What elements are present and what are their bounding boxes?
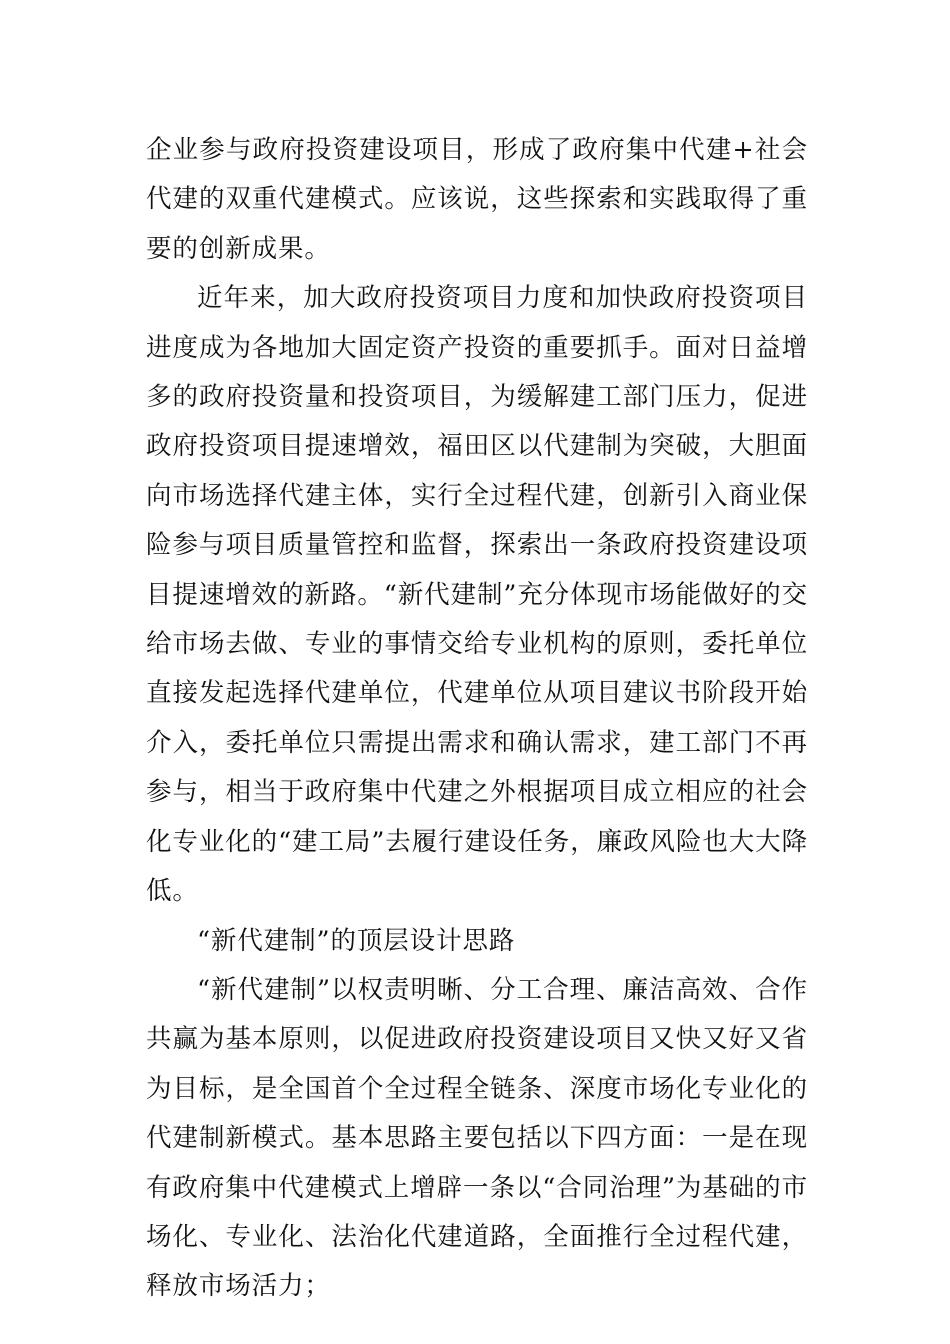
paragraph-continued: 企业参与政府投资建设项目，形成了政府集中代建+社会代建的双重代建模式。应该说，这些探索和实践取得了重要的创新成果。 bbox=[146, 135, 808, 264]
section-heading: “新代建制”的顶层设计思路 bbox=[197, 925, 516, 956]
paragraph-design-principles: “新代建制”以权责明晰、分工合理、廉洁高效、合作共赢为基本原则，以促进政府投资建设项目又快又好又省为目标，是全国首个全过程全链条、深度市场化专业化的代建制新模式。基本思路主要包括以下四方面：一是在现有政府集中代建模式上增辟一条以“合同治理”为基础的市场化、专业化、法治化代建道路，全面推行全过程代建，释放市场活力； bbox=[146, 974, 808, 1302]
document-body bbox=[146, 126, 808, 1312]
paragraph-recent-years: 近年来，加大政府投资项目力度和加快政府投资项目进度成为各地加大固定资产投资的重要抓手。面对日益增多的政府投资量和投资项目，为缓解建工部门压力，促进政府投资项目提速增效，福田区以代建制为突破，大胆面向市场选择代建主体，实行全过程代建，创新引入商业保险参与项目质量管控和监督，探索出一条政府投资建设项目提速增效的新路。“新代建制”充分体现市场能做好的交给市场去做、专业的事情交给专业机构的原则，委托单位直接发起选择代建单位，代建单位从项目建议书阶段开始介入，委托单位只需提出需求和确认需求，建工部门不再参与，相当于政府集中代建之外根据项目成立相应的社会化专业化的“建工局”去履行建设任务，廉政风险也大大降低。 bbox=[146, 283, 808, 907]
